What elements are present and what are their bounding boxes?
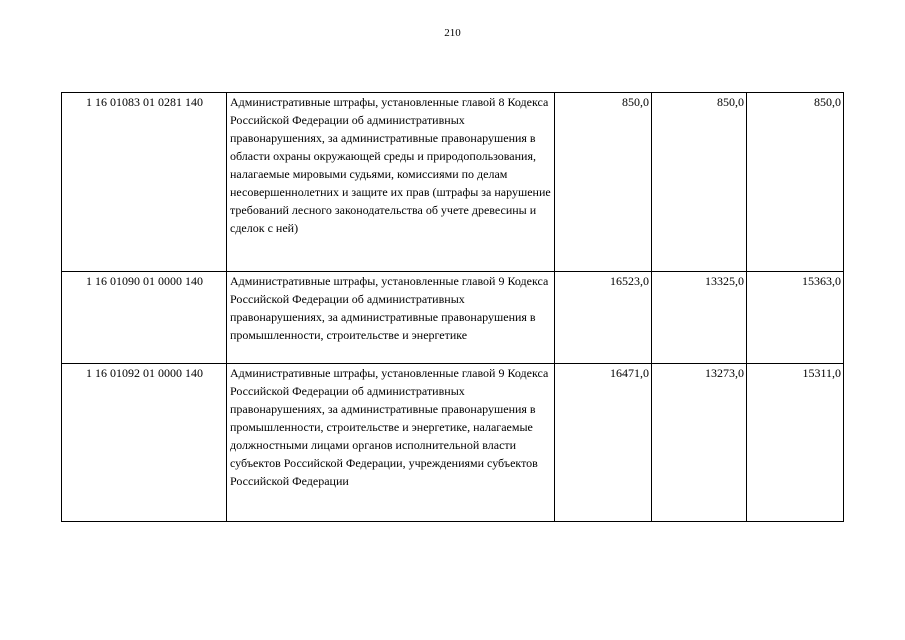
page-number: 210: [444, 27, 461, 39]
budget-revenue-table: [61, 92, 844, 522]
amount-year-1: 850,0: [555, 93, 652, 272]
amount-year-2: 13273,0: [652, 364, 747, 522]
budget-classification-code: 1 16 01083 01 0281 140: [62, 93, 227, 272]
amount-year-3: 850,0: [747, 93, 844, 272]
revenue-description: Административные штрафы, установленные главой 8 Кодекса Российской Федерации об административных правонарушениях, за административные правонарушения в области охраны окружающей среды и природопользования, налагаемые мировыми судьями, комиссиями по делам несовершеннолетних и защите их прав (штрафы за нарушение требований лесного законодательства об учете древесины и сделок с ней): [227, 93, 555, 272]
amount-year-1: 16523,0: [555, 272, 652, 364]
revenue-description: Административные штрафы, установленные главой 9 Кодекса Российской Федерации об административных правонарушениях, за административные правонарушения в промышленности, строительстве и энергетике, налагаемые должностными лицами органов исполнительной власти субъектов Российской Федерации, учреждениями субъектов Российской Федерации: [227, 364, 555, 522]
table-row: [62, 364, 844, 522]
budget-classification-code: 1 16 01090 01 0000 140: [62, 272, 227, 364]
amount-year-3: 15311,0: [747, 364, 844, 522]
amount-year-1: 16471,0: [555, 364, 652, 522]
budget-classification-code: 1 16 01092 01 0000 140: [62, 364, 227, 522]
table-row: [62, 272, 844, 364]
revenue-description: Административные штрафы, установленные главой 9 Кодекса Российской Федерации об административных правонарушениях, за административные правонарушения в промышленности, строительстве и энергетике: [227, 272, 555, 364]
table-row: [62, 93, 844, 272]
amount-year-3: 15363,0: [747, 272, 844, 364]
amount-year-2: 850,0: [652, 93, 747, 272]
amount-year-2: 13325,0: [652, 272, 747, 364]
